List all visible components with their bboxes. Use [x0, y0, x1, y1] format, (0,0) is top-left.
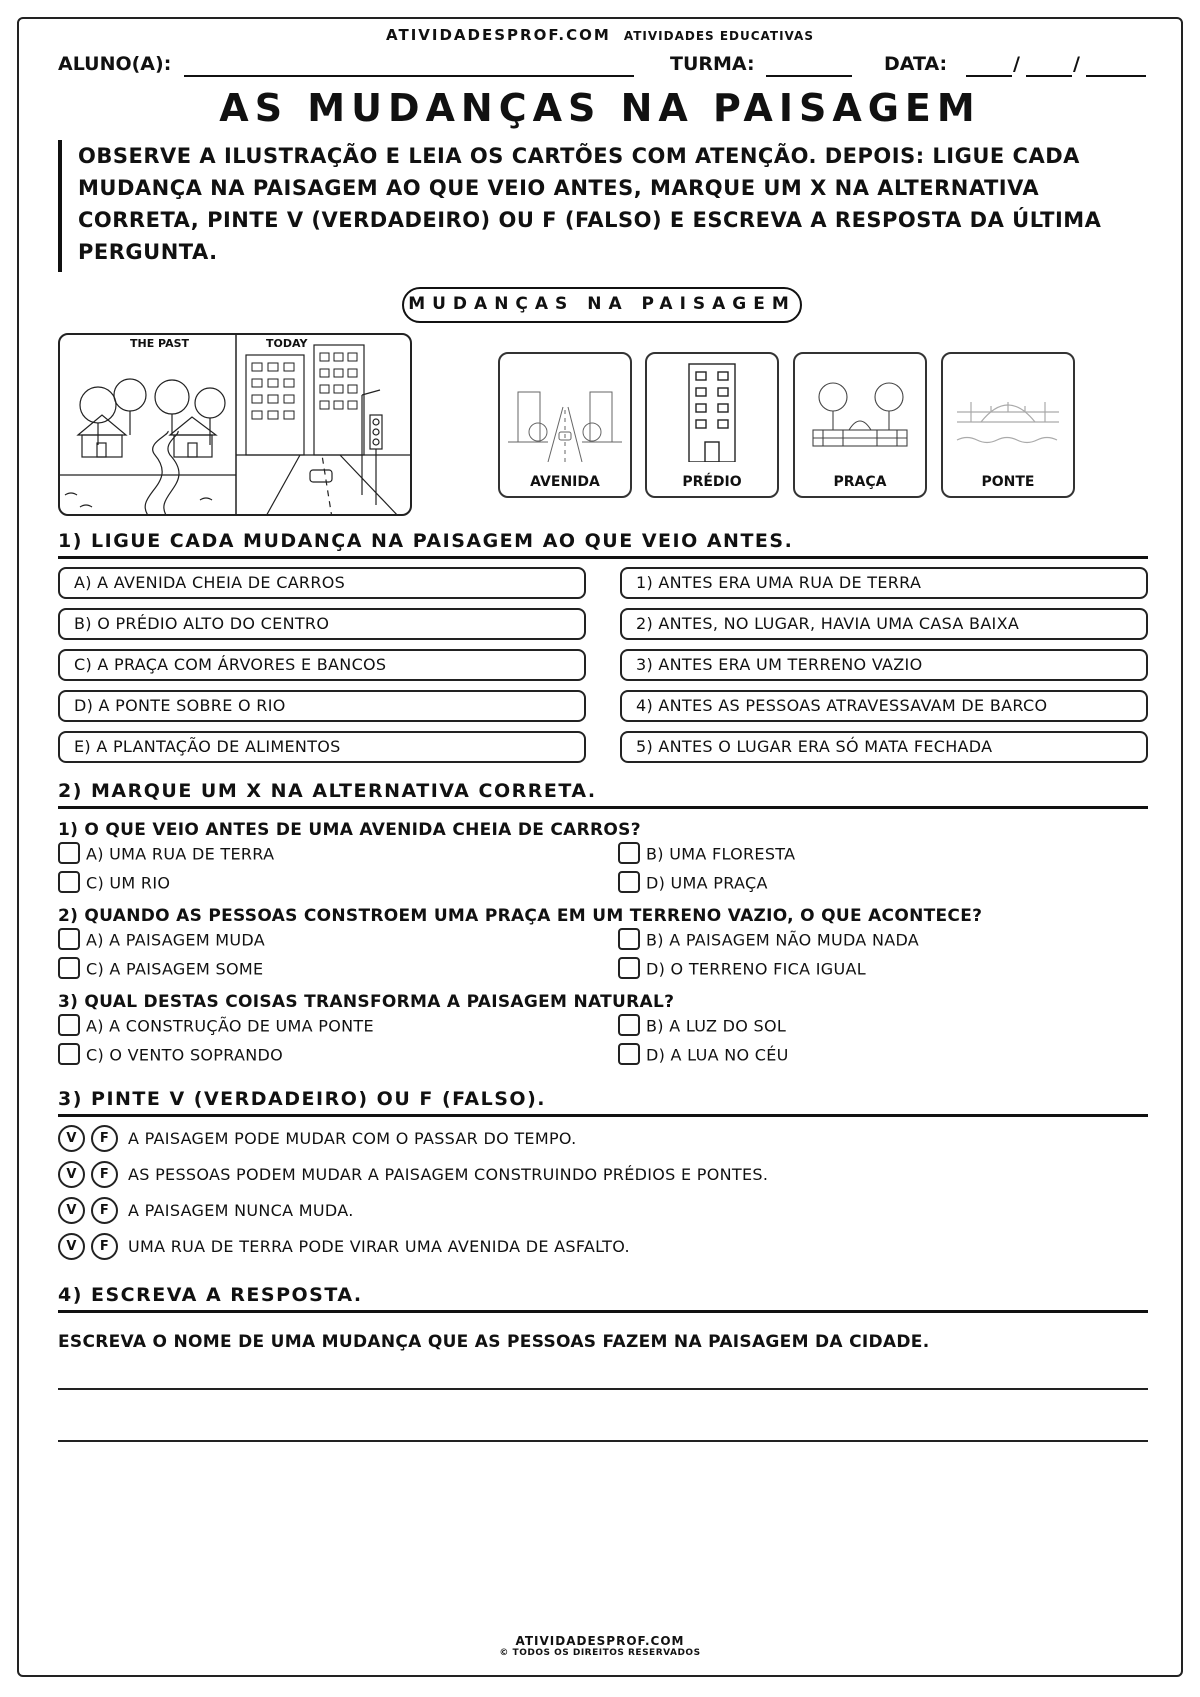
match-left-c[interactable]: C) A PRAÇA COM ÁRVORES E BANCOS [58, 649, 586, 681]
building-icon [655, 362, 769, 462]
q1-option-b[interactable]: B) UMA FLORESTA [618, 844, 795, 866]
past-today-drawing [60, 335, 412, 516]
section4-rule [58, 1310, 1148, 1313]
answer-line-2[interactable] [58, 1440, 1148, 1442]
past-label: THE PAST [130, 337, 190, 350]
checkbox[interactable] [618, 957, 640, 979]
section4-title: 4) ESCREVA A RESPOSTA. [58, 1284, 363, 1306]
true-false-item-1 [58, 1125, 577, 1152]
true-circle[interactable]: V [58, 1233, 85, 1260]
q3-option-c[interactable]: C) O VENTO SOPRANDO [58, 1045, 283, 1067]
writing-prompt: ESCREVA O NOME DE UMA MUDANÇA QUE AS PESSOAS FAZEM NA PAISAGEM DA CIDADE. [58, 1332, 930, 1352]
date-day-field[interactable] [966, 75, 1012, 77]
checkbox[interactable] [618, 871, 640, 893]
question-3: 3) QUAL DESTAS COISAS TRANSFORMA A PAISAGEM NATURAL? [58, 992, 675, 1012]
true-circle[interactable]: V [58, 1197, 85, 1224]
card-avenida [498, 352, 632, 498]
student-info-row: ALUNO(A): TURMA: DATA: / / [58, 53, 1148, 79]
section3-title: 3) PINTE V (VERDADEIRO) OU F (FALSO). [58, 1088, 546, 1110]
answer-line-1[interactable] [58, 1388, 1148, 1390]
match-right-3[interactable]: 3) ANTES ERA UM TERRENO VAZIO [620, 649, 1148, 681]
false-circle[interactable]: F [91, 1125, 118, 1152]
site-header [0, 25, 1200, 44]
avenue-icon [508, 362, 622, 462]
card-ponte [941, 352, 1075, 498]
section1-title: 1) LIGUE CADA MUDANÇA NA PAISAGEM AO QUE VEIO ANTES. [58, 530, 794, 552]
q2-option-c[interactable]: C) A PAISAGEM SOME [58, 959, 263, 981]
checkbox[interactable] [618, 842, 640, 864]
section1-rule [58, 556, 1148, 559]
data-label: DATA: [884, 53, 948, 75]
statement-text: A PAISAGEM NUNCA MUDA. [128, 1201, 354, 1220]
date-year-field[interactable] [1086, 75, 1146, 77]
card-predio [645, 352, 779, 498]
panel-title: MUDANÇAS NA PAISAGEM [402, 287, 802, 323]
footer [0, 1634, 1200, 1658]
match-left-e[interactable]: E) A PLANTAÇÃO DE ALIMENTOS [58, 731, 586, 763]
q1-option-a[interactable]: A) UMA RUA DE TERRA [58, 844, 274, 866]
q3-option-a[interactable]: A) A CONSTRUÇÃO DE UMA PONTE [58, 1016, 374, 1038]
past-today-illustration [58, 333, 412, 516]
card-label-ponte: PONTE [981, 474, 1035, 490]
true-false-item-3 [58, 1197, 354, 1224]
square-park-icon [803, 362, 917, 462]
turma-label: TURMA: [670, 53, 755, 75]
q2-option-d[interactable]: D) O TERRENO FICA IGUAL [618, 959, 866, 981]
bridge-icon [951, 362, 1065, 462]
checkbox[interactable] [58, 871, 80, 893]
today-label: TODAY [266, 337, 308, 350]
match-left-d[interactable]: D) A PONTE SOBRE O RIO [58, 690, 586, 722]
q2-option-a[interactable]: A) A PAISAGEM MUDA [58, 930, 265, 952]
checkbox[interactable] [618, 1043, 640, 1065]
match-left-b[interactable]: B) O PRÉDIO ALTO DO CENTRO [58, 608, 586, 640]
turma-field[interactable] [766, 75, 852, 77]
true-false-item-4 [58, 1233, 630, 1260]
checkbox[interactable] [618, 928, 640, 950]
q2-option-b[interactable]: B) A PAISAGEM NÃO MUDA NADA [618, 930, 919, 952]
checkbox[interactable] [618, 1014, 640, 1036]
checkbox[interactable] [58, 1043, 80, 1065]
true-circle[interactable]: V [58, 1161, 85, 1188]
match-right-1[interactable]: 1) ANTES ERA UMA RUA DE TERRA [620, 567, 1148, 599]
q3-option-b[interactable]: B) A LUZ DO SOL [618, 1016, 786, 1038]
aluno-label: ALUNO(A): [58, 53, 172, 75]
aluno-field[interactable] [184, 75, 634, 77]
false-circle[interactable]: F [91, 1161, 118, 1188]
section3-rule [58, 1114, 1148, 1117]
statement-text: UMA RUA DE TERRA PODE VIRAR UMA AVENIDA DE ASFALTO. [128, 1237, 630, 1256]
true-false-item-2 [58, 1161, 768, 1188]
statement-text: AS PESSOAS PODEM MUDAR A PAISAGEM CONSTRUINDO PRÉDIOS E PONTES. [128, 1165, 769, 1184]
true-circle[interactable]: V [58, 1125, 85, 1152]
checkbox[interactable] [58, 957, 80, 979]
card-praca [793, 352, 927, 498]
instructions: OBSERVE A ILUSTRAÇÃO E LEIA OS CARTÕES COM ATENÇÃO. DEPOIS: LIGUE CADA MUDANÇA NA PAISAGEM AO QUE VEIO ANTES, MARQUE UM X NA ALTERNATIVA CORRETA, PINTE V (VERDADEIRO) OU F (FALSO) E ESCREVA A RESPOSTA DA ÚLTIMA PERGUNTA. [58, 140, 1138, 272]
match-right-5[interactable]: 5) ANTES O LUGAR ERA SÓ MATA FECHADA [620, 731, 1148, 763]
false-circle[interactable]: F [91, 1197, 118, 1224]
match-right-4[interactable]: 4) ANTES AS PESSOAS ATRAVESSAVAM DE BARCO [620, 690, 1148, 722]
card-label-praca: PRAÇA [833, 474, 887, 490]
q3-option-d[interactable]: D) A LUA NO CÉU [618, 1045, 789, 1067]
date-month-field[interactable] [1026, 75, 1072, 77]
false-circle[interactable]: F [91, 1233, 118, 1260]
statement-text: A PAISAGEM PODE MUDAR COM O PASSAR DO TEMPO. [128, 1129, 577, 1148]
footer-rights: © TODOS OS DIREITOS RESERVADOS [499, 1648, 701, 1658]
checkbox[interactable] [58, 842, 80, 864]
checkbox[interactable] [58, 1014, 80, 1036]
section2-rule [58, 806, 1148, 809]
footer-site: ATIVIDADESPROF.COM [515, 1634, 685, 1648]
match-left-a[interactable]: A) A AVENIDA CHEIA DE CARROS [58, 567, 586, 599]
card-label-avenida: AVENIDA [530, 474, 600, 490]
checkbox[interactable] [58, 928, 80, 950]
site-name: ATIVIDADESPROF.COM [386, 26, 611, 44]
match-right-2[interactable]: 2) ANTES, NO LUGAR, HAVIA UMA CASA BAIXA [620, 608, 1148, 640]
section2-title: 2) MARQUE UM X NA ALTERNATIVA CORRETA. [58, 780, 597, 802]
q1-option-d[interactable]: D) UMA PRAÇA [618, 873, 768, 895]
site-tagline: ATIVIDADES EDUCATIVAS [623, 29, 814, 43]
q1-option-c[interactable]: C) UM RIO [58, 873, 170, 895]
card-label-predio: PRÉDIO [682, 474, 742, 490]
question-2: 2) QUANDO AS PESSOAS CONSTROEM UMA PRAÇA EM UM TERRENO VAZIO, O QUE ACONTECE? [58, 906, 983, 926]
question-1: 1) O QUE VEIO ANTES DE UMA AVENIDA CHEIA DE CARROS? [58, 820, 641, 840]
page-title: AS MUDANÇAS NA PAISAGEM [219, 86, 981, 130]
